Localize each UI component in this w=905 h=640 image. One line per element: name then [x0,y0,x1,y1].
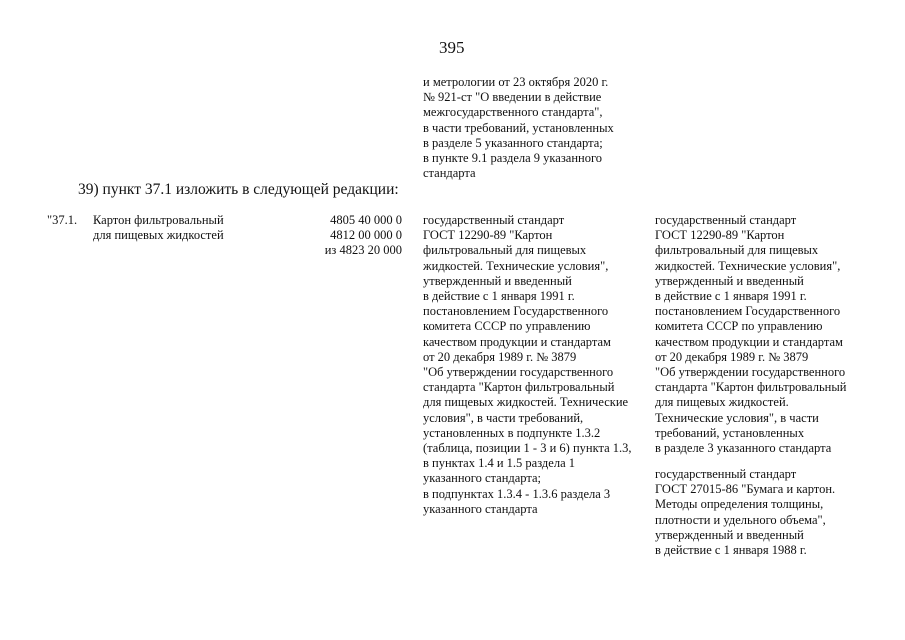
text-line: в пункте 9.1 раздела 9 указанного [423,151,603,166]
text-line: постановлением Государственного [423,304,609,319]
text-line: комитета СССР по управлению [655,319,823,334]
text-line: качеством продукции и стандартам [423,334,611,349]
text-line: ГОСТ 12290-89 "Картон [655,228,785,243]
text-line: в части требований, установленных [423,120,614,135]
text-line: государственный стандарт [655,213,797,227]
text-line: указанного стандарта [423,501,538,516]
text-line: требований, установленных [655,425,805,440]
previous-entry-continuation [423,75,614,181]
text-line: ГОСТ 27015-86 "Бумага и картон. [655,482,836,497]
text-line: в действие с 1 января 1991 г. [655,289,807,304]
standards-column-3 [423,213,632,517]
text-line: "Об утверждении государственного [423,365,614,380]
standards-column-4-block-2 [655,467,835,558]
text-line: жидкостей. Технические условия", [423,258,609,273]
text-line: условия", в части требований, [423,410,584,425]
text-line: в действие с 1 января 1991 г. [423,289,575,304]
text-line: Картон фильтровальный [93,213,224,227]
text-line: стандарта "Картон фильтровальный [655,380,847,395]
text-line: межгосударственного стандарта", [423,105,603,120]
text-line: постановлением Государственного [655,304,841,319]
text-line: от 20 декабря 1989 г. № 3879 [655,349,809,364]
text-line: "Об утверждении государственного [655,365,846,380]
text-line: № 921-ст "О введении в действие [423,90,602,105]
product-name [93,213,224,243]
text-line: (таблица, позиции 1 - 3 и 6) пункта 1.3, [423,441,632,456]
text-line: утвержденный и введенный [423,273,572,288]
text-line: для пищевых жидкостей. Технические [423,395,629,410]
text-line: ГОСТ 12290-89 "Картон [423,228,553,243]
text-line: Методы определения толщины, [655,497,824,512]
amendment-instruction: 39) пункт 37.1 изложить в следующей редакции: [78,181,399,198]
row-number: "37.1. [47,213,78,227]
text-line: плотности и удельного объема", [655,512,826,527]
text-line: в действие с 1 января 1988 г. [655,543,807,558]
text-line: в разделе 5 указанного стандарта; [423,135,603,150]
text-line: жидкостей. Технические условия", [655,258,841,273]
text-line: качеством продукции и стандартам [655,334,843,349]
text-line: стандарта [423,166,476,181]
text-line: в пунктах 1.4 и 1.5 раздела 1 [423,456,575,471]
text-line: 4812 00 000 0 [330,228,402,243]
text-line: комитета СССР по управлению [423,319,591,334]
text-line: фильтровальный для пищевых [423,243,587,258]
text-line: государственный стандарт [423,213,565,227]
text-line: в разделе 3 указанного стандарта [655,441,832,456]
text-line: для пищевых жидкостей [93,228,224,243]
text-line: стандарта "Картон фильтровальный [423,380,615,395]
text-line: от 20 декабря 1989 г. № 3879 [423,349,577,364]
text-line: установленных в подпункте 1.3.2 [423,425,601,440]
text-line: 4805 40 000 0 [330,213,402,227]
text-line: утвержденный и введенный [655,273,804,288]
standards-column-4-block-1 [655,213,846,456]
text-line: Технические условия", в части [655,410,819,425]
page-number: 395 [439,38,465,57]
text-line: утвержденный и введенный [655,527,804,542]
text-line: из 4823 20 000 [324,243,402,258]
text-line: в подпунктах 1.3.4 - 1.3.6 раздела 3 [423,486,611,501]
text-line: для пищевых жидкостей. [655,395,789,410]
tn-ved-codes [318,213,402,259]
text-line: и метрологии от 23 октября 2020 г. [423,75,609,89]
text-line: фильтровальный для пищевых [655,243,819,258]
text-line: указанного стандарта; [423,471,542,486]
text-line: государственный стандарт [655,467,797,481]
